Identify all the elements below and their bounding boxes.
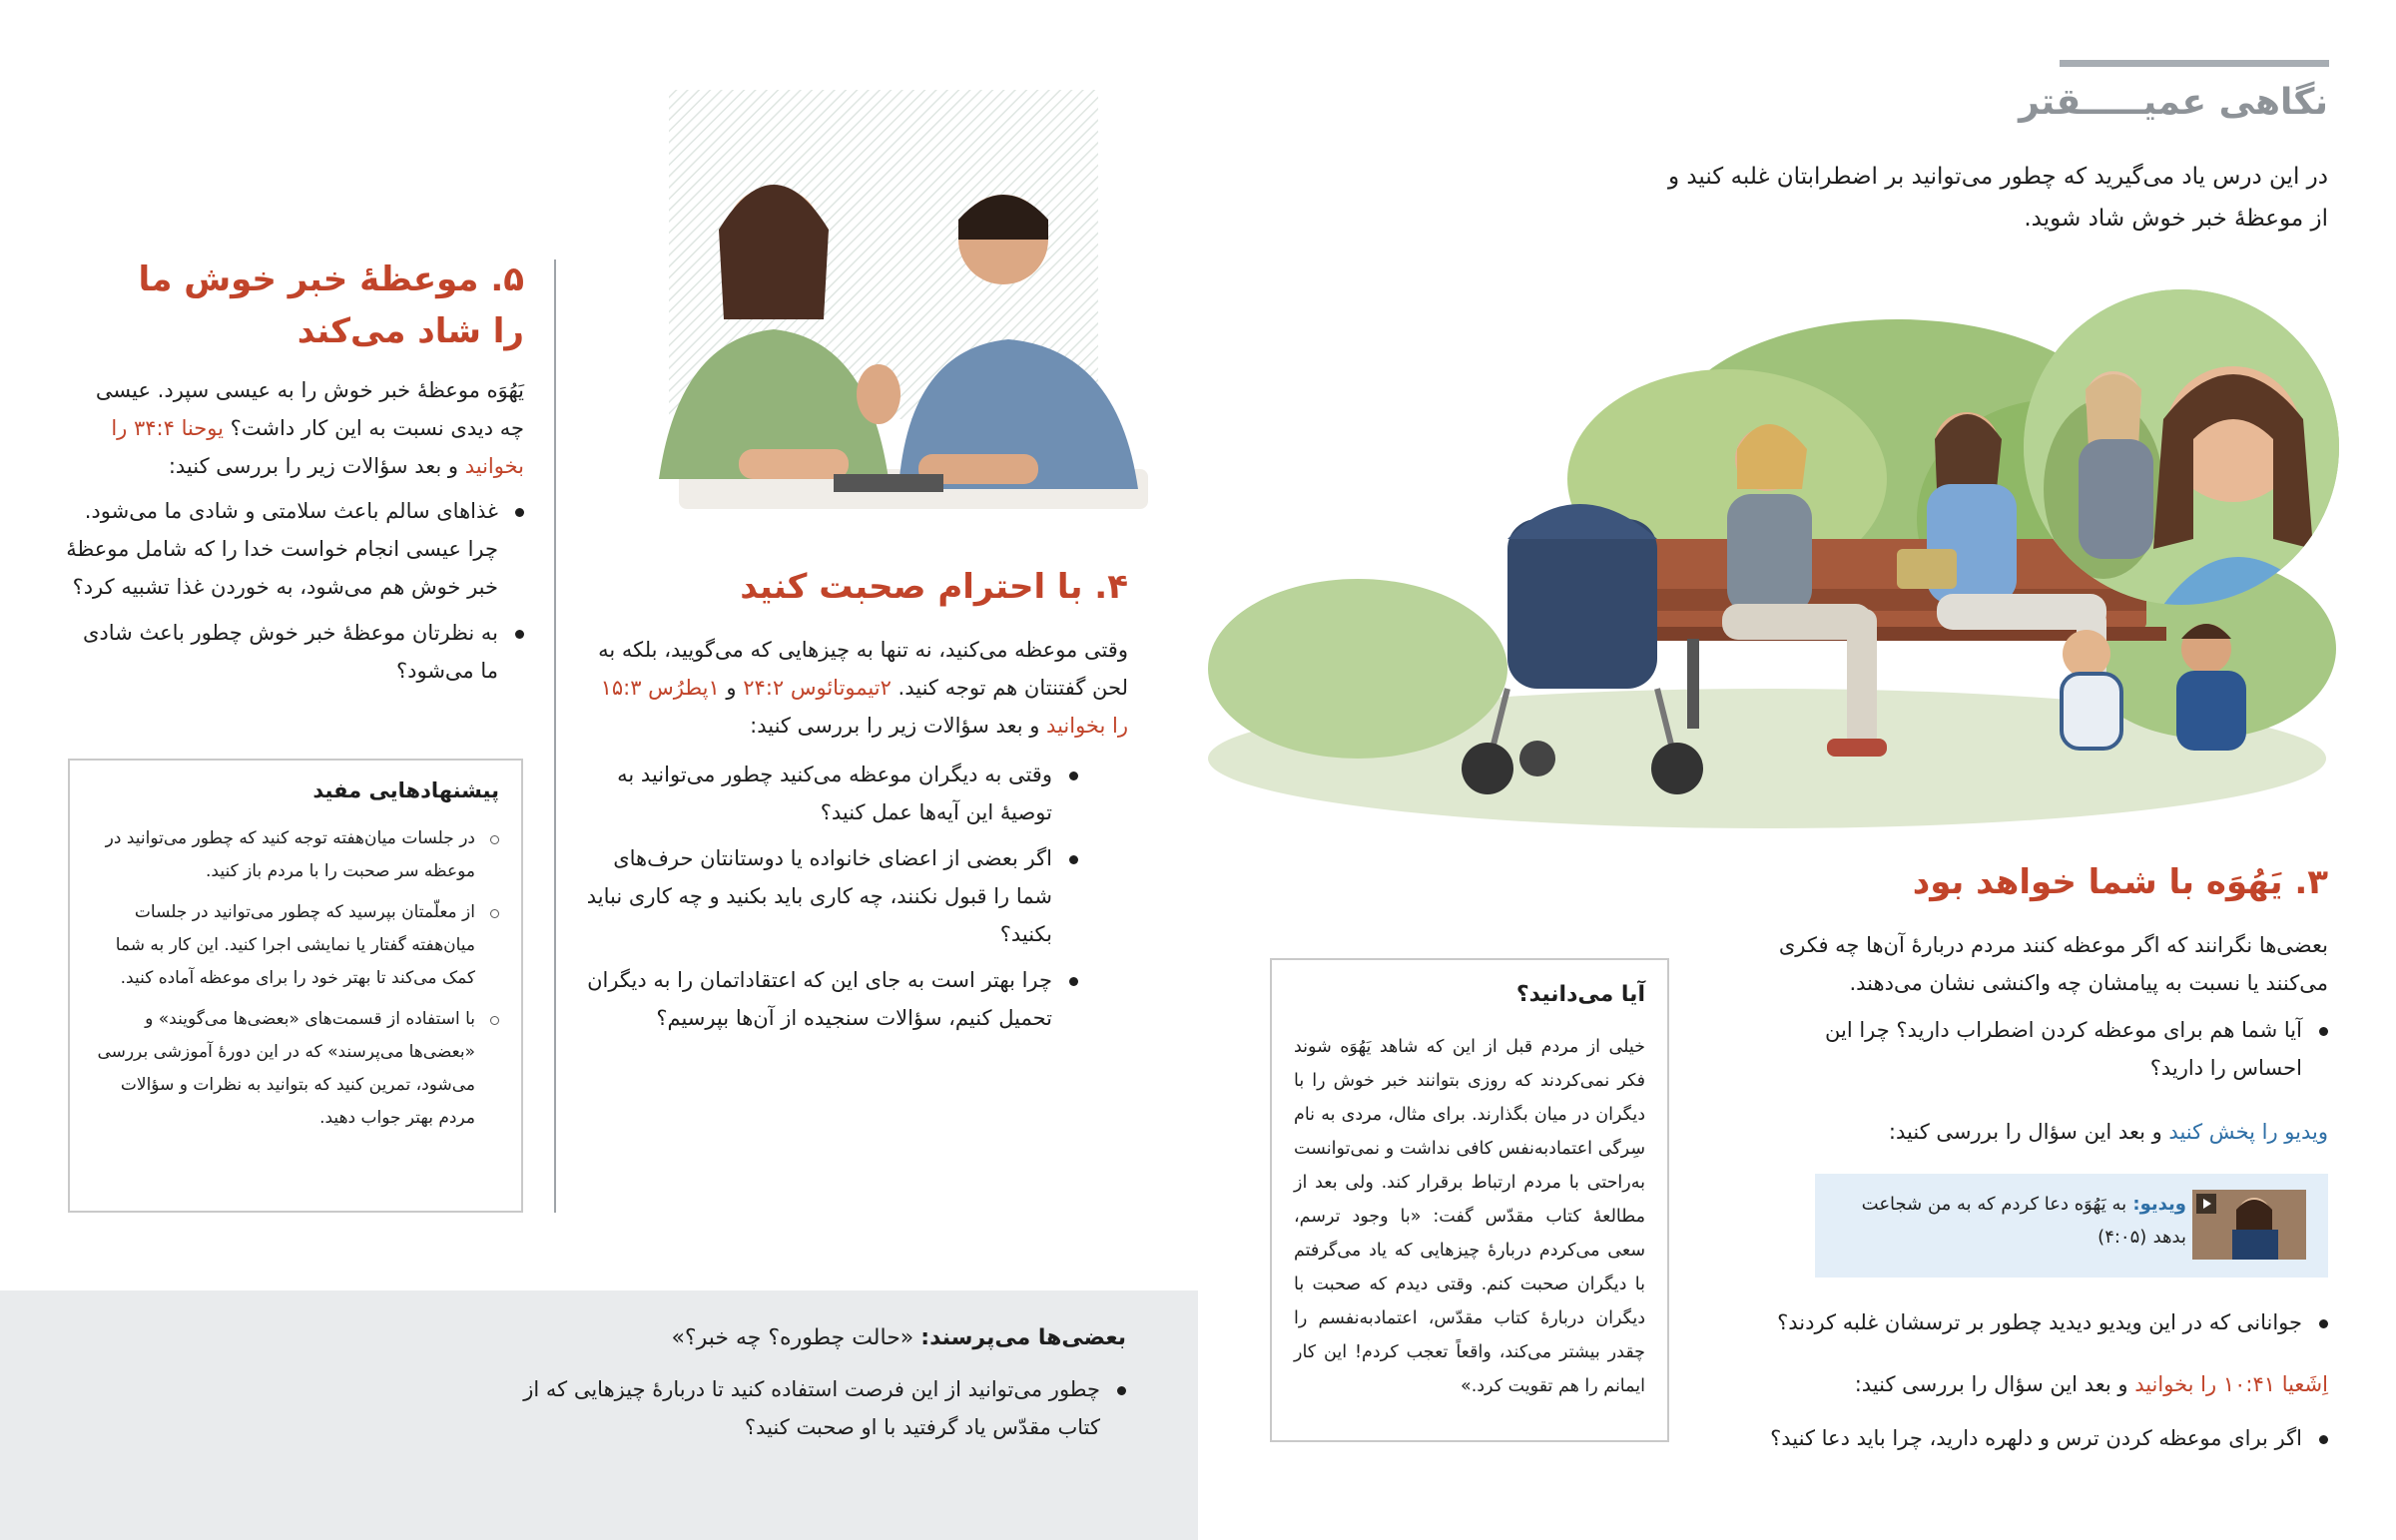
- did-you-know-text: خیلی از مردم قبل از این که شاهد یَهُوَه شوند فکر نمی‌کردند که روزی بتوانند خبر خوش را با دیگران در میان بگذارند. برای مثال، مردی به نام سِرگی اعتمادبه‌نفس کافی نداشت و نمی‌توانست به‌راحتی با مردم ارتباط برقرار کند. ولی بعد از مطالعهٔ کتاب مقدّس گفت: «با وجود ترسم، سعی می‌کردم دربارهٔ چیزهایی که یاد می‌گرفتم با دیگران صحبت کنم. وقتی دیدم که صحبت با دیگران دربارهٔ کتاب مقدّس، اعتمادبه‌نفسم را چقدر بیشتر می‌کند، واقعاً تعجب کردم! این کار ایمانم را هم تقویت کرد.»: [1294, 1037, 1645, 1396]
- section4-bullet-3: چرا بهتر است به جای این که اعتقاداتمان را به دیگران تحمیل کنیم، سؤالات سنجیده از آن‌ها بپرسیم؟: [579, 961, 1078, 1037]
- video-box-title: به یَهُوَه دعا کردم که به من شجاعت بدهد: [1861, 1194, 2186, 1248]
- section4-paragraph: وقتی موعظه می‌کنید، نه تنها به چیزهایی که می‌گویید، بلکه به لحن گفتنتان هم توجه کنید. ۲تیموتائوس ۲:‏۲۴ و ۱پطرُس ۳:‏۱۵ را بخوانید و بعد سؤالات زیر را بررسی کنید:: [598, 638, 1128, 738]
- header-rule: [2060, 60, 2329, 67]
- some-ask-heading: [671, 1318, 1126, 1358]
- play-icon[interactable]: [2196, 1194, 2216, 1214]
- section3-paragraph: بعضی‌ها نگرانند که اگر موعظه کنند مردم دربارهٔ آن‌ها چه فکری می‌کنند یا نسبت به پیامشان چه واکنشی نشان می‌دهند.: [1778, 933, 2328, 995]
- video-box-label: ویدیو:: [2132, 1194, 2186, 1215]
- section3-bullet-1: آیا شما هم برای موعظه کردن اضطراب دارید؟ چرا این احساس را دارید؟: [1789, 1011, 2328, 1087]
- worried-woman-inset: [2024, 289, 2339, 605]
- timothy-link[interactable]: ۲تیموتائوس ۲:‏۲۴: [743, 676, 892, 700]
- john-link[interactable]: یوحنا ۴:‏۳۴ را بخوانید: [111, 416, 524, 478]
- did-you-know-title: آیا می‌دانید؟: [1515, 982, 1645, 1007]
- video-box[interactable]: [1815, 1174, 2328, 1278]
- section5-bullet-1: غذاهای سالم باعث سلامتی و شادی ما می‌شود. چرا عیسی انجام خواست خدا را که شامل موعظهٔ خبر خوش هم می‌شود، به خوردن غذا تشبیه کرد؟: [65, 492, 524, 606]
- some-ask-quote: «حالت چطوره؟ چه خبر؟»: [671, 1325, 921, 1350]
- couple-illustration: [619, 90, 1148, 519]
- tips-title: پیشنهادهایی مفید: [312, 778, 499, 802]
- tips-list: [88, 822, 499, 1143]
- section3-title: ۳. یَهُوَه با شما خواهد بود: [1912, 862, 2328, 902]
- tips-box: [68, 759, 523, 1213]
- section3-video-line: ویدیو را پخش کنید و بعد این سؤال را بررسی کنید:: [1888, 1120, 2328, 1144]
- section4-bullet-1: وقتی به دیگران موعظه می‌کنید چطور می‌توانید به توصیهٔ این آیه‌ها عمل کنید؟: [579, 756, 1078, 831]
- some-ask-panel: [0, 1290, 1198, 1540]
- intro-text: در این درس یاد می‌گیرید که چطور می‌توانید بر اضطرابتان غلبه کنید و از موعظهٔ خبر خوش شاد شوید.: [1667, 164, 2328, 232]
- tip-item: با استفاده از قسمت‌های «بعضی‌ها می‌گویند» و «بعضی‌ها می‌پرسند» که در این دورهٔ آموزشی بررسی می‌شود، تمرین کنید که بتوانید به نظرات و سؤالات مردم بهتر جواب دهید.: [88, 1003, 499, 1135]
- video-box-duration: (۴:۰۵): [2097, 1227, 2147, 1248]
- peter-link[interactable]: ۱پطرُس ۳:‏۱۵ را بخوانید: [600, 676, 1128, 738]
- section5-paragraph: یَهُوَه موعظهٔ خبر خوش را به عیسی سپرد. عیسی چه دیدی نسبت به این کار داشت؟ یوحنا ۴:‏۳۴ را بخوانید و بعد سؤالات زیر را بررسی کنید:: [95, 378, 524, 478]
- video-box-text: [1857, 1188, 2186, 1254]
- couple-talking-icon: [619, 90, 1148, 519]
- section5-bullets: [65, 492, 524, 690]
- section3-bullets-1: [1789, 1011, 2328, 1087]
- did-you-know-box: [1270, 958, 1669, 1442]
- worried-woman-icon: [2024, 289, 2339, 605]
- some-ask-bullet: چطور می‌توانید از این فرصت استفاده کنید تا دربارهٔ چیزهایی که از کتاب مقدّس یاد گرفتید با او صحبت کنید؟: [507, 1370, 1126, 1446]
- section4-title: ۴. با احترام صحبت کنید: [740, 567, 1128, 607]
- video-thumbnail[interactable]: [2192, 1190, 2306, 1260]
- section5-bullet-2: به نظرتان موعظهٔ خبر خوش چطور باعث شادی ما می‌شود؟: [65, 614, 524, 690]
- section3-bullet-2: جوانانی که در این ویدیو دیدید چطور بر ترسشان غلبه کردند؟: [1689, 1303, 2328, 1341]
- column-divider: [554, 259, 556, 1213]
- section3-bullets-2: [1689, 1303, 2328, 1341]
- section4-bullets: [579, 756, 1078, 1037]
- section3-verse-line: اِشَعیا ۴۱:‏۱۰ را بخوانید و بعد این سؤال را بررسی کنید:: [1854, 1372, 2328, 1396]
- some-ask-label: بعضی‌ها می‌پرسند:: [920, 1325, 1126, 1350]
- tip-item: از معلّمتان بپرسید که چطور می‌توانید در جلسات میان‌هفته گفتار یا نمایشی اجرا کنید. این کار به شما کمک می‌کند تا بهتر خود را برای موعظه آماده کنید.: [88, 896, 499, 995]
- page-title: نگاهی عمیـــــقتر: [2019, 82, 2328, 123]
- isaiah-link[interactable]: اِشَعیا ۴۱:‏۱۰ را بخوانید: [2134, 1372, 2328, 1396]
- section3-bullets-3: [1689, 1419, 2328, 1457]
- section3-bullet-3: اگر برای موعظه کردن ترس و دلهره دارید، چرا باید دعا کنید؟: [1689, 1419, 2328, 1457]
- some-ask-bullets: [507, 1370, 1126, 1446]
- play-video-link[interactable]: ویدیو را پخش کنید: [2168, 1120, 2328, 1144]
- tip-item: در جلسات میان‌هفته توجه کنید که چطور می‌توانید در موعظه سر صحبت را با مردم باز کنید.: [88, 822, 499, 888]
- section5-title: ۵. موعظهٔ خبر خوش ما را شاد می‌کند: [138, 259, 524, 351]
- section4-bullet-2: اگر بعضی از اعضای خانواده یا دوستانتان حرف‌های شما را قبول نکنند، چه کاری باید بکنید و چه کاری نباید بکنید؟: [579, 839, 1078, 953]
